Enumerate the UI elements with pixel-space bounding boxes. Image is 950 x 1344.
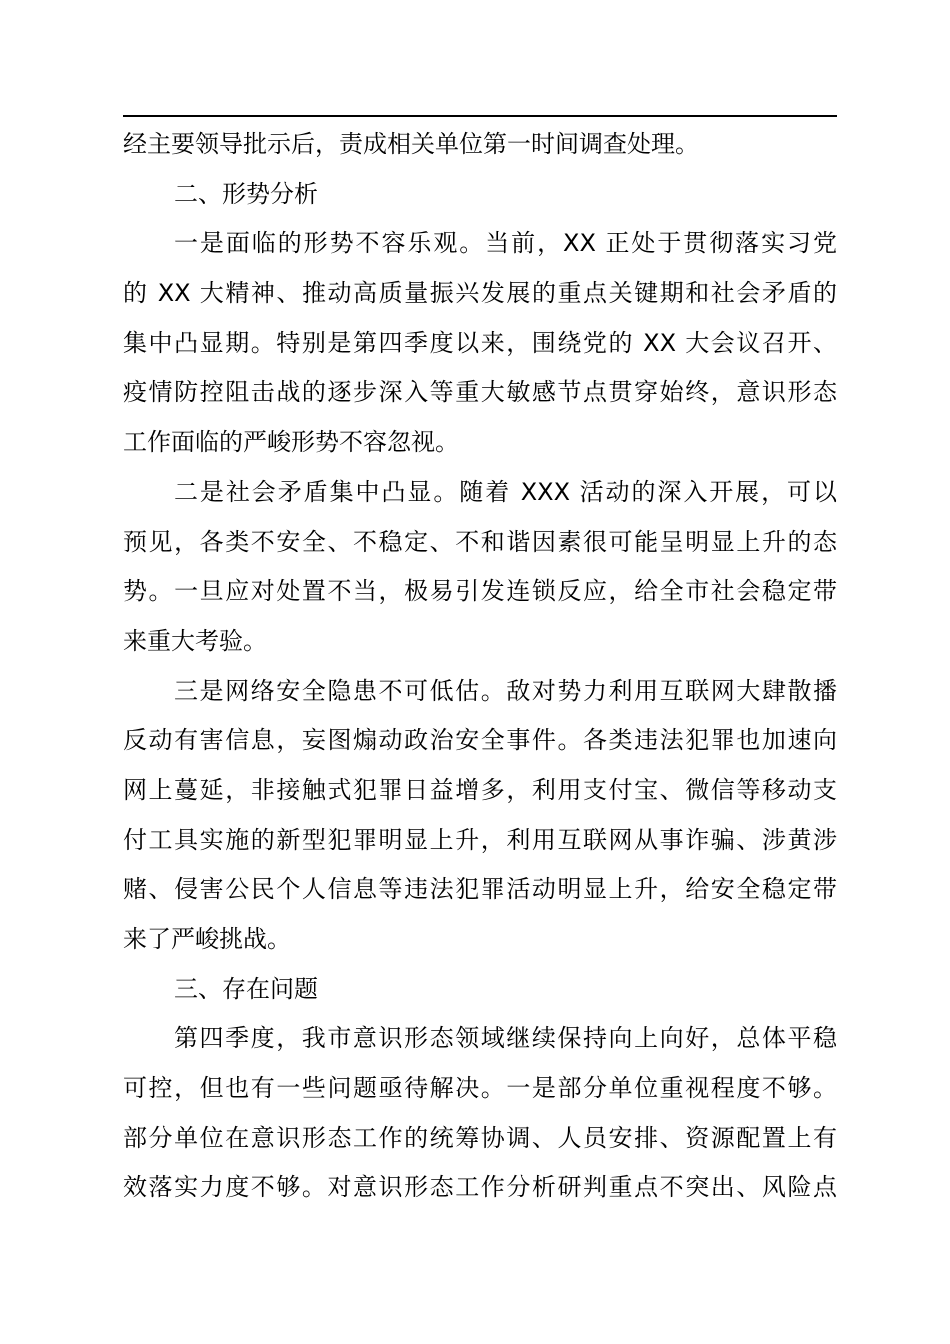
paragraph-line: 第四季度，我市意识形态领域继续保持向上向好，总体平稳: [174, 1024, 837, 1053]
line-continuation: 经主要领导批示后，责成相关单位第一时间调查处理。: [123, 130, 699, 158]
paragraph-line: 付工具实施的新型犯罪明显上升，利用互联网从事诈骗、涉黄涉: [123, 825, 837, 854]
paragraph-line: 的 XX 大精神、推动高质量振兴发展的重点关键期和社会矛盾的: [123, 279, 837, 308]
paragraph-line: 二是社会矛盾集中凸显。随着 XXX 活动的深入开展，可以: [174, 477, 837, 506]
paragraph-line: 预见，各类不安全、不稳定、不和谐因素很可能呈明显上升的态: [123, 527, 837, 556]
paragraph-line: 来了严峻挑战。: [123, 925, 291, 953]
header-rule: [123, 115, 837, 117]
paragraph-line: 赌、侵害公民个人信息等违法犯罪活动明显上升，给安全稳定带: [123, 875, 837, 904]
paragraph-line: 部分单位在意识形态工作的统筹协调、人员安排、资源配置上有: [123, 1123, 837, 1152]
paragraph-line: 一是面临的形势不容乐观。当前，XX 正处于贯彻落实习党: [174, 229, 837, 258]
paragraph-line: 工作面临的严峻形势不容忽视。: [123, 428, 459, 457]
paragraph-line: 来重大考验。: [123, 626, 267, 655]
section-heading-situation-analysis: 二、形势分析: [174, 179, 318, 208]
paragraph-line: 三是网络安全隐患不可低估。敌对势力利用互联网大肆散播: [174, 676, 837, 705]
paragraph-line: 效落实力度不够。对意识形态工作分析研判重点不突出、风险点: [123, 1173, 837, 1202]
paragraph-line: 网上蔓延，非接触式犯罪日益增多，利用支付宝、微信等移动支: [123, 775, 837, 804]
paragraph-line: 可控，但也有一些问题亟待解决。一是部分单位重视程度不够。: [123, 1074, 837, 1103]
paragraph-line: 反动有害信息，妄图煽动政治安全事件。各类违法犯罪也加速向: [123, 726, 837, 755]
paragraph-line: 势。一旦应对处置不当，极易引发连锁反应，给全市社会稳定带: [123, 577, 837, 606]
paragraph-line: 集中凸显期。特别是第四季度以来，围绕党的 XX 大会议召开、: [123, 328, 837, 357]
body-text: [123, 120, 837, 1213]
section-heading-existing-problems: 三、存在问题: [174, 974, 318, 1003]
paragraph-line: 疫情防控阻击战的逐步深入等重大敏感节点贯穿始终，意识形态: [123, 378, 837, 407]
